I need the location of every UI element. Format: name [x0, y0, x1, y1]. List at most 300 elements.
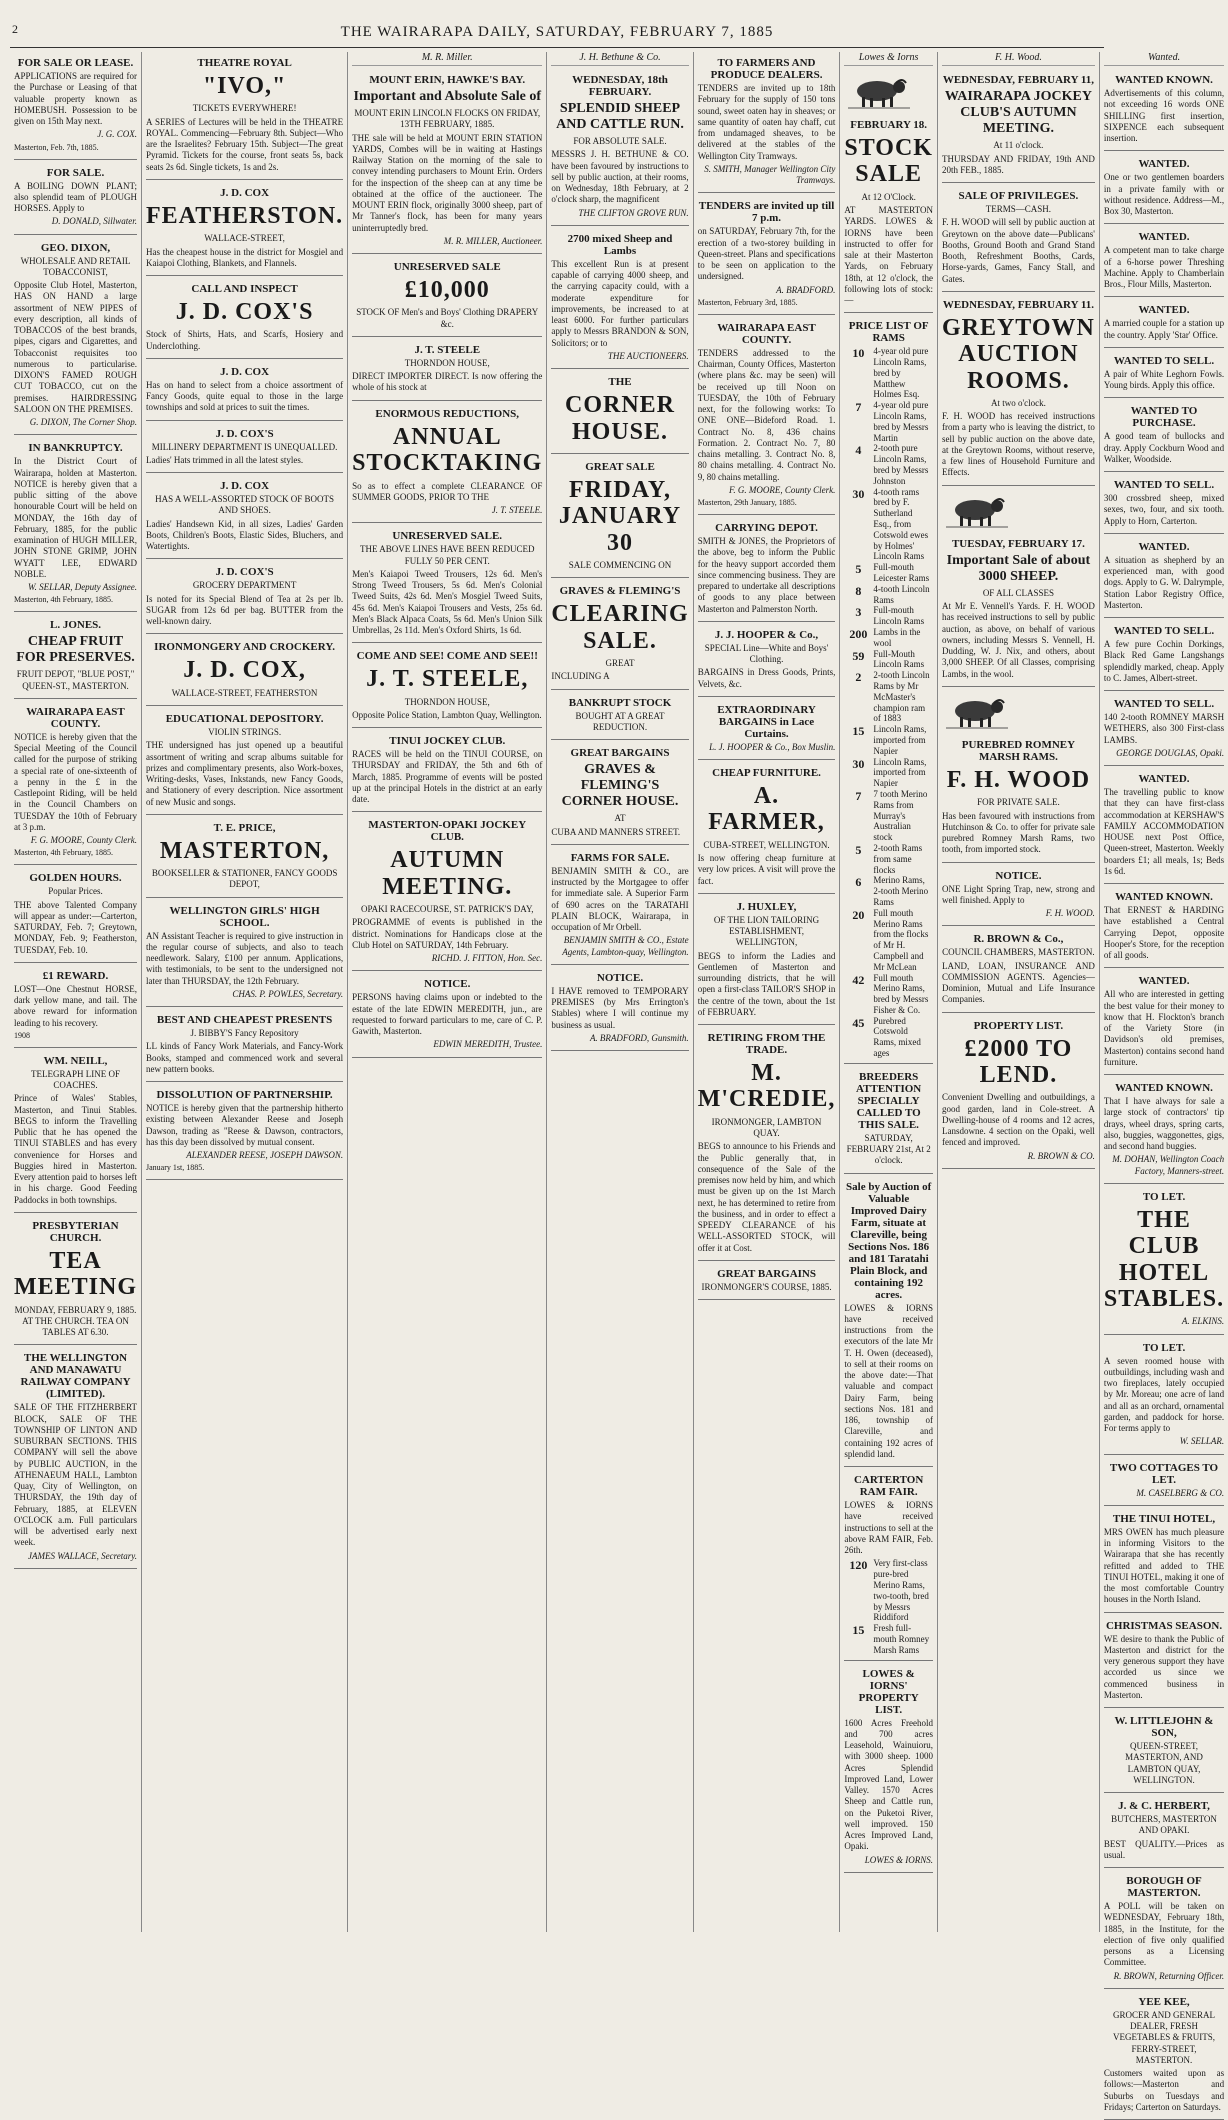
lot-count: 30: [852, 756, 865, 771]
stock-lot-row: [844, 649, 933, 671]
stock-lot-table: [844, 1558, 933, 1655]
ad-display-line: M. M'CREDIE,: [697, 1060, 836, 1113]
lot-count: 4: [855, 443, 862, 458]
advertisement: [1104, 1457, 1224, 1506]
ad-heading: COME AND SEE! COME AND SEE!!: [356, 650, 538, 663]
advertisement: [1104, 153, 1224, 224]
lot-count: 3: [855, 605, 862, 620]
ad-heading: SALE OF PRIVILEGES.: [958, 190, 1079, 203]
advertisement: [698, 762, 836, 894]
ad-heading: TO LET.: [1142, 1341, 1186, 1354]
stock-lot-row: [844, 400, 933, 443]
lot-count: 2: [855, 670, 862, 685]
ad-heading: WAIRARAPA EAST COUNTY.: [717, 321, 816, 346]
ad-body: Has the cheapest house in the district for Mosgiel and Kaiapoi Clothing, Blankets, and Flannels.: [146, 246, 344, 268]
lot-count: 15: [852, 724, 865, 739]
ad-body: A pair of White Leghorn Fowls. Young birds. Apply this office.: [1103, 368, 1225, 390]
ad-heading: Sale by Auction of Valuable Improved Dairy Farm, situate at Clareville, being Sections Nos. 186 and 181 Taratahi Plain Block, and containing 192 acres.: [846, 1180, 932, 1301]
ad-heading: WANTED TO SELL.: [1113, 354, 1215, 367]
ad-footer: Masterton, 4th February, 1885.: [14, 595, 114, 605]
lot-description: Lambs in the wool: [873, 627, 921, 648]
lot-count: 30: [852, 486, 865, 501]
ad-subheading: SATURDAY, FEBRUARY 21st, At 2 o'clock.: [846, 1132, 931, 1166]
advertisement: [942, 865, 1095, 927]
advertisement: [14, 1347, 137, 1569]
ad-subheading: IRONMONGER'S COURSE, 1885.: [701, 1281, 832, 1292]
ad-display-line: STOCK SALE: [844, 135, 933, 188]
ad-heading: WEDNESDAY, 18th FEBRUARY.: [572, 74, 668, 98]
ad-body: Has been favoured with instructions from Hutchinson & Co. to offer for private sale purebred Romney Marsh Rams, two tooth, from imported stock.: [941, 810, 1095, 855]
advertisement: [1104, 693, 1224, 766]
ad-heading: TO FARMERS AND PRODUCE DEALERS.: [710, 57, 823, 81]
ad-heading: J. T. STEELE: [414, 343, 481, 356]
advertisement: [1104, 970, 1224, 1075]
advertisement: [352, 339, 542, 401]
ad-signature: J. T. STEELE.: [491, 505, 543, 516]
ad-heading: J. D. COX: [220, 480, 270, 493]
ad-heading: WANTED.: [1138, 158, 1190, 171]
advertisement: [942, 928, 1095, 1012]
ad-body: RACES will be held on the TINUI COURSE, on THURSDAY and FRIDAY, the 5th and 6th of March, 1885. Programme of events will be posted up at the principal Hotels in the district at an early date.: [352, 749, 543, 805]
lot-count: 59: [852, 648, 865, 663]
lot-description: Full-Mouth Lincoln Rams: [873, 648, 925, 670]
ad-subheading: FOR PRIVATE SALE.: [977, 797, 1060, 808]
stock-lot-row: [844, 875, 933, 907]
ad-heading: UNRESERVED SALE: [393, 261, 501, 274]
ad-subheading: J. BIBBY'S Fancy Repository: [190, 1028, 299, 1039]
ad-signature: R. BROWN, Returning Officer.: [1113, 1970, 1225, 1981]
ad-body: A SERIES of Lectures will be held in the THEATRE ROYAL. Commencing—February 8th. Subject—Who are the Israelites? February 15th. Subject—The great Pyramid. Tickets for the course, front seats 5s, back seats 2s 6d. Single tickets, 1s and 2s.: [146, 116, 344, 172]
ad-heading: WANTED KNOWN.: [1115, 891, 1213, 903]
columns: [10, 52, 1225, 2112]
ad-body: LOWES & IORNS have received instructions from the executors of the late Mr T. H. Owen (deceased), to sell at their rooms on the above date:—That valuable and compact Dairy Farm, being sections Nos. 181 and 186, township of Clareville, and containing 192 acres of splendid land.: [844, 1302, 933, 1459]
lot-description: Very first-class pure-bred Merino Rams, two-tooth, bred by Messrs Riddiford: [873, 1558, 929, 1623]
advertisement: [146, 817, 343, 898]
ad-body: BEGS to announce to his Friends and the Public generally that, in consequence of the Sale of the premises now held by him, and which must be given up on the 1st March next, he has determined to retire from the business, and in order to effect a SPEEDY CLEARANCE of his WELL-ASSORTED STOCK, will offer it at Cost.: [697, 1141, 836, 1253]
lot-description: 2-tooth pure Lincoln Rams, bred by Messrs Johnston: [873, 443, 929, 486]
advertisement: [352, 403, 542, 524]
ad-subheading: OPAKI RACECOURSE, ST. PATRICK'S DAY,: [360, 904, 534, 915]
advertisement: [698, 624, 836, 697]
ad-body: on SATURDAY, February 7th, for the erection of a two-storey building in Queen-street. Plans and specifications to be seen on application to the undersigned.: [697, 226, 836, 282]
advertisement: [942, 689, 1095, 863]
ad-display-line: FRIDAY, JANUARY 30: [558, 476, 682, 556]
ad-body: TENDERS addressed to the Chairman, County Offices, Masterton (where plans &c. may be seen) will be received up till Noon on TUESDAY, the 10th of February next, for the following works: To ONE ONE—Bideford Road. 1. Contract No. 8, 436 chains Formation. 2. Contract No. 7, 80 chains metalling. 3. Contract No. 8, 80 chains metalling. 4. Contract No. 9, 80 chains metalling.: [697, 347, 836, 482]
ad-subheading: OF THE LION TAILORING ESTABLISHMENT, WELLINGTON,: [713, 914, 820, 948]
advertisement: [1104, 1615, 1224, 1709]
advertisement: [352, 69, 542, 254]
ad-subheading: MOUNT ERIN LINCOLN FLOCKS ON FRIDAY, 13TH FEBRUARY, 1885.: [354, 108, 541, 130]
advertisement: [14, 1050, 137, 1213]
ad-body: ONE Light Spring Trap, new, strong and well finished. Apply to: [941, 883, 1095, 905]
advertisement: [698, 1027, 836, 1261]
stock-lot-row: [844, 487, 933, 563]
ad-body: That I have always for sale a large stock of contractors' tip drays, wheel drays, spring carts, also, buggies, waggonettes, gigs, and second hand buggies.: [1103, 1096, 1225, 1151]
column-header: F. H. Wood.: [942, 52, 1095, 66]
ad-signature: M. CASELBERG & CO.: [1136, 1487, 1225, 1498]
ad-signature: JAMES WALLACE, Secretary.: [28, 1550, 138, 1561]
ad-subheading: SPECIAL Line—White and Boys' Clothing.: [704, 642, 829, 664]
advertisement: [942, 69, 1095, 183]
ad-signature: A. BRADFORD, Gunsmith.: [589, 1032, 689, 1043]
ad-display-line: SPLENDID SHEEP AND CATTLE RUN.: [556, 101, 684, 133]
lot-count: 5: [855, 842, 862, 857]
ad-footer: 1908: [14, 1030, 30, 1040]
advertisement: [1104, 886, 1224, 968]
lot-count: 20: [852, 907, 865, 922]
ad-signature: W. SELLAR.: [1179, 1436, 1225, 1447]
ad-heading: LOWES & IORNS' PROPERTY LIST.: [858, 1667, 919, 1716]
column-5: [694, 52, 841, 1932]
ad-subheading: COUNCIL CHAMBERS, MASTERTON.: [942, 947, 1095, 958]
advertisement: [551, 967, 688, 1051]
ad-display-line: THE CLUB HOTEL STABLES.: [1103, 1206, 1225, 1312]
ad-heading: J. D. COX'S: [215, 427, 274, 440]
advertisement: [551, 692, 688, 741]
advertisement: [1104, 1710, 1224, 1793]
lot-count: 15: [852, 1623, 865, 1638]
ad-display-line: J. D. COX'S: [175, 299, 314, 326]
advertisement: [551, 371, 688, 454]
ram-cut-icon: [844, 75, 914, 109]
ad-subheading: TICKETS EVERYWHERE!: [192, 103, 297, 114]
advertisement: [844, 69, 933, 313]
ad-heading: W. LITTLEJOHN & SON,: [1114, 1715, 1214, 1740]
ad-body: Ladies' Hats trimmed in all the latest styles.: [146, 454, 304, 465]
advertisement: [352, 814, 542, 971]
ad-display-line: GREYTOWN AUCTION ROOMS.: [941, 314, 1095, 394]
ad-heading: CARRYING DEPOT.: [715, 522, 818, 534]
ad-heading: NOTICE.: [596, 971, 644, 984]
ad-heading: THE WELLINGTON AND MANAWATU RAILWAY COMPANY (LIMITED).: [20, 1352, 131, 1401]
stock-lot-row: [844, 789, 933, 843]
advertisement: [1104, 1991, 1224, 2120]
lot-description: 4-year old pure Lincoln Rams, bred by Matthew Holmes Esq.: [873, 346, 929, 400]
lot-count: 120: [849, 1558, 868, 1573]
ad-signature: RICHD. J. FITTON, Hon. Sec.: [431, 953, 543, 964]
advertisement: [14, 1215, 137, 1346]
ad-heading: ENORMOUS REDUCTIONS,: [375, 407, 520, 420]
ad-heading: WANTED.: [1138, 975, 1190, 988]
masthead-title: THE WAIRARAPA DAILY, SATURDAY, FEBRUARY 7, 1885: [340, 24, 774, 40]
ad-body: That ERNEST & HARDING have established a Central Carrying Depot, opposite Hooper's Store, for the reception of all goods.: [1103, 905, 1225, 960]
ad-footer: January 1st, 1885.: [146, 1163, 205, 1173]
ad-heading: FOR SALE.: [46, 166, 105, 179]
ad-heading: GREAT SALE: [585, 460, 655, 473]
stock-lot-row: [844, 843, 933, 875]
advertisement: [146, 278, 343, 359]
ad-heading: J. HUXLEY,: [736, 900, 797, 913]
ad-body: Has on hand to select from a choice assortment of Fancy Goods, quite equal to those in the large townships and sold at prices to suit the times.: [146, 379, 344, 413]
stock-lot-row: [844, 757, 933, 789]
advertisement: [1104, 1186, 1224, 1335]
lot-count: 5: [855, 562, 862, 577]
advertisement: [844, 1469, 933, 1660]
ad-heading: L. JONES.: [49, 619, 102, 632]
ad-subheading: At two o'clock.: [990, 397, 1046, 408]
ad-heading: WANTED.: [1138, 304, 1190, 317]
advertisement: [551, 228, 688, 369]
page-number: 2: [12, 22, 19, 36]
lot-count: 7: [855, 788, 862, 803]
ad-heading: TUESDAY, FEBRUARY 17.: [951, 537, 1085, 550]
ad-body: LOWES & IORNS have received instructions to sell at the above RAM FAIR, Feb. 26th.: [844, 1500, 933, 1556]
stock-lot-row: [844, 1623, 933, 1655]
advertisement: [146, 708, 343, 815]
ad-display-line: CORNER HOUSE.: [565, 392, 676, 445]
ad-subheading: THORNDON HOUSE,: [404, 696, 490, 707]
advertisement: [1104, 768, 1224, 884]
ad-subheading: Popular Prices.: [48, 886, 103, 897]
ad-heading: EDUCATIONAL DEPOSITORY.: [165, 713, 324, 726]
column-header: Wanted.: [1104, 52, 1224, 66]
ad-subheading: WALLACE-STREET,: [204, 233, 285, 244]
ad-body: Prince of Wales' Stables, Masterton, and Tinui Stables. BEGS to inform the Travelling Public that he has opened the TINUI STABLES and has every convenience for Horses and Buggies hired in Masterton. Every attention paid to horses left in his charge. Good Feeding Paddocks in both townships.: [14, 1093, 138, 1205]
lot-count: 200: [849, 627, 868, 641]
advertisement: [1104, 1337, 1224, 1455]
ad-signature: F. G. MOORE, County Clerk.: [30, 835, 138, 846]
ad-body: A few pure Cochin Dorkings, Black Red Game Langshangs splendidly marked, cheap. Apply to C. James, Albert-street.: [1103, 639, 1225, 683]
ad-subheading: GROCER AND GENERAL DEALER, FRESH VEGETABLES & FRUITS, FERRY-STREET, MASTERTON.: [1112, 2009, 1216, 2065]
advertisement: [1104, 1795, 1224, 1868]
ad-body: BARGAINS in Dress Goods, Prints, Velvets, &c.: [697, 667, 836, 689]
masthead: [10, 6, 1104, 48]
ad-heading: TINUI JOCKEY CLUB.: [389, 735, 506, 748]
stock-lot-row: [844, 670, 933, 724]
ad-signature: W. SELLAR, Deputy Assignee.: [28, 582, 138, 592]
advertisement: [942, 488, 1095, 687]
ad-subheading: THE ABOVE LINES HAVE BEEN REDUCED FULLY 50 PER CENT.: [359, 544, 535, 566]
ad-subheading: QUEEN-STREET, MASTERTON, AND LAMBTON QUAY, WELLINGTON.: [1125, 1741, 1203, 1785]
column-8: [1100, 52, 1228, 2112]
stock-lot-row: [844, 346, 933, 400]
ad-display-line: GRAVES & FLEMING'S CORNER HOUSE.: [561, 762, 679, 810]
ad-heading: J. D. COX'S: [215, 566, 274, 579]
ad-subheading: TERMS—CASH.: [985, 204, 1052, 215]
ad-heading: WANTED.: [1138, 540, 1190, 553]
lot-count: 8: [855, 583, 862, 598]
ad-signature: A. BRADFORD.: [776, 284, 836, 295]
ad-body: A BOILING DOWN PLANT; also splendid team of PLOUGH HORSES. Apply to: [14, 180, 138, 213]
ad-body: SMITH & JONES, the Proprietors of the above, beg to inform the Public for the heavy support accorded them since commencing business. They are prepared to undertake all descriptions of goods to any place between Masterton and Palmerston North.: [697, 536, 836, 614]
ad-heading: IRONMONGERY AND CROCKERY.: [154, 641, 336, 654]
column-2: [142, 52, 348, 1932]
advertisement: [1104, 1077, 1224, 1184]
ad-heading: CHRISTMAS SEASON.: [1105, 1619, 1223, 1632]
ad-heading: BREEDERS ATTENTION SPECIALLY CALLED TO THIS SALE.: [856, 1070, 922, 1131]
ad-signature: S. SMITH, Manager Wellington City Tramways.: [704, 163, 836, 185]
ad-body: SALE OF THE FITZHERBERT BLOCK, SALE OF THE TOWNSHIP OF LINTON AND SUBURBAN SECTIONS. THIS COMPANY will sell the above by PUBLIC AUCTION, in the ATHENAEUM HALL, Lambton Quay, City of Wellington, on THURSDAY, the 19th day of February, 1885, at ELEVEN O'CLOCK a.m. Full particulars will be advertised early next week.: [14, 1402, 138, 1548]
advertisement: [844, 1066, 933, 1174]
ad-display-line: J. D. COX,: [183, 657, 306, 684]
lot-description: Merino Rams, 2-tooth Merino Rams: [873, 875, 929, 907]
advertisement: [352, 645, 542, 728]
advertisement: [14, 162, 137, 235]
ad-heading: THEATRE ROYAL: [197, 57, 292, 69]
ad-signature: L. J. HOOPER & Co., Box Muslin.: [709, 741, 836, 752]
ad-subheading: BOUGHT AT A GREAT REDUCTION.: [575, 710, 665, 732]
column-4: [547, 52, 693, 1932]
ad-display-line: "IVO,": [202, 73, 287, 99]
advertisement: [14, 614, 137, 699]
ad-body: DIRECT IMPORTER DIRECT. Is now offering the whole of his stock at: [352, 371, 543, 393]
lot-count: 10: [852, 346, 865, 361]
ad-subheading: THORNDON HOUSE,: [404, 357, 490, 368]
stock-lot-row: [844, 1016, 933, 1059]
ad-subheading: BOOKSELLER & STATIONER, FANCY GOODS DEPOT,: [151, 868, 338, 890]
advertisement: [146, 1009, 343, 1082]
ad-heading: PUREBRED ROMNEY MARSH RAMS.: [961, 738, 1076, 763]
ad-display-line: A. FARMER,: [708, 783, 825, 836]
advertisement: [146, 561, 343, 634]
ad-signature: M. R. MILLER, Auctioneer.: [443, 235, 543, 246]
advertisement: [146, 182, 343, 276]
ad-signature: F. H. WOOD.: [1045, 908, 1095, 919]
ad-body: One or two gentlemen boarders in a private family with or without residence. Address—M., Box 30, Masterton.: [1103, 172, 1225, 216]
lot-description: 2-tooth Lincoln Rams by Mr McMaster's champion ram of 1883: [873, 670, 930, 724]
stock-lot-row: [844, 1558, 933, 1623]
advertisement: [844, 315, 933, 1064]
advertisement: [352, 256, 542, 337]
advertisement: [1104, 620, 1224, 691]
ad-heading: WANTED TO SELL.: [1113, 479, 1215, 491]
ad-heading: FARMS FOR SALE.: [570, 851, 670, 864]
advertisement: [14, 52, 137, 160]
ad-heading: WEDNESDAY, FEBRUARY 11.: [942, 298, 1095, 311]
ad-body: Opposite Club Hotel, Masterton, HAS ON HAND a large assortment of NEW PIPES of every description, all kinds of TOBACCOS of the best brands, pipes, cigars and Cigarettes, and Tobacconist requisites too numerous to particularise. DIXON'S FAMED ROUGH CUT TOBACCO, cut on the premises. HAIRDRESSING SALOON ON THE PREMISES.: [14, 280, 138, 414]
ad-subheading: IRONMONGER, LAMBTON QUAY.: [711, 1116, 822, 1139]
ad-heading: NOTICE.: [424, 978, 471, 991]
ad-heading: RETIRING FROM THE TRADE.: [707, 1032, 826, 1057]
lot-description: 2-tooth Rams from same flocks: [873, 842, 923, 875]
ad-display-line: J. T. STEELE,: [366, 666, 529, 693]
ad-display-line: CLEARING SALE.: [551, 601, 689, 654]
ad-subheading: VIOLIN STRINGS.: [208, 727, 282, 738]
ad-body: Customers waited upon as follows:—Masterton and Suburbs on Tuesdays and Fridays; Carterton on Saturdays.: [1103, 2068, 1225, 2112]
advertisement: [942, 1015, 1095, 1169]
ad-heading: BEST AND CHEAPEST PRESENTS: [156, 1014, 333, 1027]
ad-signature: A. ELKINS.: [1181, 1316, 1225, 1327]
stock-lot-row: [844, 443, 933, 486]
lot-description: Fresh full-mouth Romney Marsh Rams: [873, 1623, 930, 1655]
ad-display-line: Important and Absolute Sale of: [353, 89, 541, 104]
ad-subheading: SALE COMMENCING ON: [568, 560, 672, 571]
ad-heading: PRESBYTERIAN CHURCH.: [32, 1219, 119, 1244]
ad-display-line: ANNUAL STOCKTAKING: [352, 423, 543, 477]
ad-heading: WEDNESDAY, FEBRUARY 11,: [942, 74, 1095, 86]
advertisement: [698, 52, 836, 193]
ad-signature: EDWIN MEREDITH, Trustee.: [433, 1039, 543, 1050]
ad-heading: WANTED KNOWN.: [1115, 1082, 1213, 1094]
column-header: J. H. Bethune & Co.: [551, 52, 688, 66]
lot-description: 4-year old pure Lincoln Rams, bred by Messrs Martin: [873, 400, 929, 443]
ad-heading: EXTRAORDINARY BARGAINS in Lace Curtains.: [717, 703, 816, 740]
ad-heading: J. & C. HERBERT,: [1118, 1800, 1210, 1813]
ad-heading: CARTERTON RAM FAIR.: [853, 1474, 924, 1499]
ad-heading: BANKRUPT STOCK: [568, 696, 672, 709]
column-header: Lowes & Iorns: [844, 52, 933, 66]
stock-lot-row: [844, 973, 933, 1016]
advertisement: [698, 699, 836, 760]
ad-heading: MOUNT ERIN, HAWKE'S BAY.: [369, 74, 526, 86]
ad-footer: Masterton, 4th February, 1885.: [14, 848, 114, 858]
ad-heading: FOR SALE OR LEASE.: [17, 57, 134, 69]
ad-signature: M. DOHAN, Wellington Coach Factory, Manners-street.: [1112, 1154, 1225, 1176]
ad-body: AT MASTERTON YARDS. LOWES & IORNS have been instructed to offer for sale at their Masterton Yards, on February 18th, at 12 o'clock, the following lots of stock:—: [844, 205, 933, 306]
ad-body: A good team of bullocks and dray. Apply Cockburn Wood and Walker, Woodside.: [1103, 431, 1225, 464]
ad-heading: IN BANKRUPTCY.: [28, 442, 123, 455]
ad-heading: PROPERTY LIST.: [973, 1019, 1064, 1032]
ad-body: A competent man to take charge of a 6-horse power Threshing Machine. Apply to Chamberlain Bros., Flour Mills, Masterton.: [1103, 245, 1225, 289]
ad-heading: GREAT BARGAINS: [570, 747, 670, 760]
advertisement: [942, 294, 1095, 486]
ad-body: MESSRS J. H. BETHUNE & CO. have been favoured by instructions to sell by public auction, at their rooms, on Wednesday, 18th February, at 2 o'clock sharp, the magnificent: [551, 149, 689, 205]
ad-signature: G. DIXON, The Corner Shop.: [29, 417, 138, 427]
ad-body: 1600 Acres Freehold and 700 acres Leasehold, Wainuioru, with 3000 sheep. 1000 Acres Splendid Improved Land, Lower Valley. 1570 Acres Sheep and Cattle run, on the Puketoi River, well improved. 150 Acres Improved Land, Opaki.: [844, 1717, 933, 1852]
advertisement: [146, 52, 343, 180]
lot-description: Lincoln Rams, imported from Napier: [873, 756, 927, 789]
advertisement: [942, 185, 1095, 292]
ad-heading: WANTED KNOWN.: [1115, 74, 1213, 86]
ad-display-line: CHEAP FRUIT FOR PRESERVES.: [16, 634, 135, 666]
ad-body: PROGRAMME of events is published in the district. Nominations for Handicaps close at the Club Hotel on SATURDAY, 14th February.: [352, 917, 543, 950]
ad-heading: TENDERS are invited up till 7 p.m.: [698, 200, 835, 225]
ad-heading: J. J. HOOPER & Co.,: [714, 628, 819, 641]
ad-body: F. H. WOOD will sell by public auction at Greytown on the above date—Publicans' Booths, Ground Booth and Grand Stand Booth, Refreshment Booths, Cards, Horse-yards, Games, Fancy Stall, and Gates.: [941, 217, 1095, 284]
advertisement: [698, 896, 836, 1025]
column-3: [348, 52, 547, 1932]
advertisement: [1104, 1870, 1224, 1989]
ad-body: At Mr E. Vennell's Yards. F. H. WOOD has received instructions to sell by public auction, as above, on behalf of various owners, including Messrs S. Vennell, H. Dudding, W. J. Nix, and others, about 3,000 SHEEP. Of all Classes, comprising Lambs, in the wool.: [941, 601, 1095, 679]
advertisement: [352, 525, 542, 643]
advertisement: [844, 1176, 933, 1468]
stock-lot-row: [844, 584, 933, 606]
advertisement: [698, 195, 836, 315]
advertisement: [146, 423, 343, 474]
advertisement: [352, 973, 542, 1057]
ad-display-line: F. H. WOOD: [946, 766, 1091, 793]
ad-body: 140 2-tooth ROMNEY MARSH WETHERS, also 300 First-class LAMBS.: [1103, 712, 1225, 745]
advertisement: [14, 965, 137, 1048]
ad-signature: THE AUCTIONEERS.: [607, 350, 689, 361]
ad-display-line: AUTUMN MEETING.: [382, 847, 513, 900]
advertisement: [551, 580, 688, 689]
ad-body: MRS OWEN has much pleasure in informing Visitors to the Wairarapa that she has recently refitted and added to THE TINUI HOTEL, making it one of the most comfortable Country houses in the North Island.: [1103, 1526, 1225, 1605]
advertisement: [698, 517, 836, 622]
ad-body: TENDERS are invited up to 18th February for the supply of 150 tons sound, sweet oaten hay in sheaves; or same quantity of oaten hay chaff, cut from undamaged sheaves, to be delivered at the stables of the Wellington City Tramways.: [697, 83, 836, 161]
lot-description: 4-tooth Lincoln Rams: [873, 583, 930, 605]
lot-description: Full-mouth Lincoln Rams: [873, 605, 925, 627]
ad-heading: WAIRARAPA EAST COUNTY.: [26, 705, 125, 730]
lot-description: Full mouth Merino Rams from the flocks of Mr H. Campbell and Mr McLean: [873, 907, 929, 972]
ad-heading: WANTED.: [1138, 231, 1190, 244]
stock-lot-row: [844, 724, 933, 756]
advertisement: [352, 730, 542, 812]
lot-description: Full mouth Merino Rams, bred by Messrs Fisher & Co.: [873, 972, 929, 1015]
ad-body: In the District Court of Wairarapa, holden at Masterton. NOTICE is hereby given that a public sitting of the above honourable Court will be held on MONDAY, the 16th day of February, 1885, for the public examination of HUGH MILLER, JOHN STONE GRIMP, JOHN WYATT LEE, EDWARD NOBLE.: [14, 456, 138, 579]
ad-signature: D. DONALD, Sillwater.: [51, 216, 138, 227]
ad-heading: WANTED TO SELL.: [1113, 625, 1215, 637]
ad-body: Opposite Police Station, Lambton Quay, Wellington.: [352, 709, 542, 720]
ad-body: THE sale will be held at MOUNT ERIN STATION YARDS, Combes will be in waiting at Hastings Railway Station on the morning of the sale to convey intending purchasers to Mount Erin. Orders for the inspection of the sheep can at any time be obtained at the office of the auctioneer. The MOUNT ERIN flock, originally 3000 sheep, part of Mr Tanner's flock, has been for many years uninterruptedly bred.: [352, 132, 543, 233]
ad-heading: J. D. COX: [220, 186, 270, 199]
lot-description: Lincoln Rams, imported from Napier: [873, 724, 927, 756]
ad-body: Is noted for its Special Blend of Tea at 2s per lb. SUGAR from 12s 6d per bag. BUTTER from the well-known dairy.: [146, 593, 344, 627]
advertisement: [551, 742, 688, 845]
ad-body: BENJAMIN SMITH & CO., are instructed by the Mortgagee to offer for immediate sale. A Superior Farm of 690 acres on the TARATAHI PLAIN BLOCK, Wairarapa, in occupation of Mr Orbell.: [551, 865, 689, 933]
advertisement: [1104, 474, 1224, 534]
ad-subheading: AT: [614, 813, 626, 824]
